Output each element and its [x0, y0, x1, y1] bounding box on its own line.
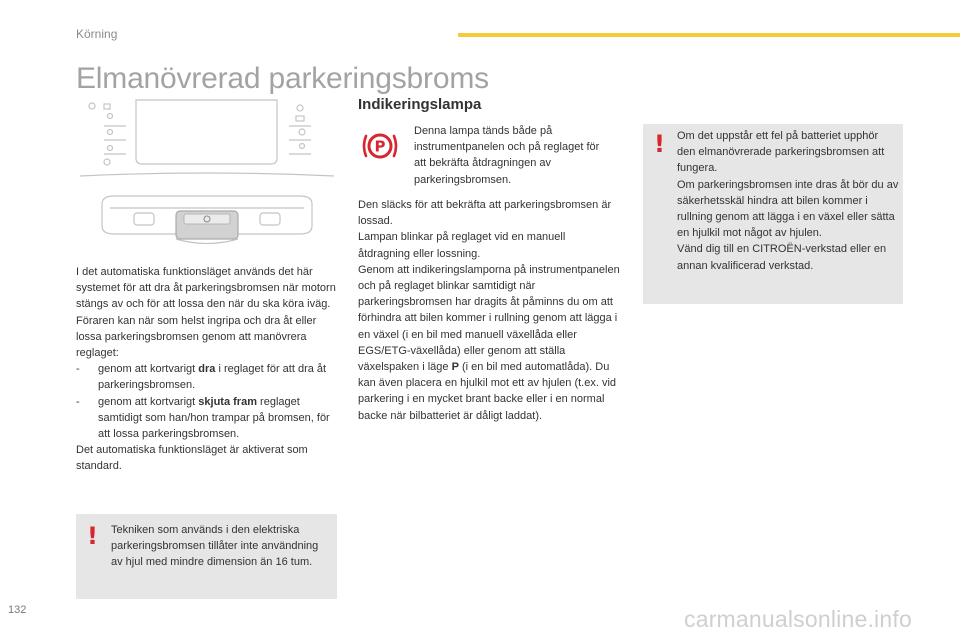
exclamation-icon: !	[654, 130, 665, 158]
page-title: Elmanövrerad parkeringsbroms	[76, 62, 489, 95]
list-item	[76, 361, 338, 393]
list-dash: -	[76, 363, 80, 376]
wheel-size-warning-box	[76, 514, 337, 599]
accent-bar	[458, 33, 960, 37]
exclamation-icon: !	[87, 522, 98, 550]
indicator-heading: Indikeringslampa	[358, 96, 482, 113]
list-dash: -	[76, 395, 80, 408]
driver-paragraph: Föraren kan när som helst ingripa och dra åt eller lossa parkeringsbromsen genom att manövrera reglaget:	[76, 314, 317, 360]
lamp-description: Denna lampa tänds både på instrumentpanelen och på reglaget för att bekräfta åtdragningen av parkeringsbromsen.	[414, 125, 600, 186]
intro-paragraph: I det automatiska funktionsläget används det här systemet för att dra åt parkeringsbromsen när motorn stängs av och för att lossa den när du ska köra iväg.	[76, 266, 336, 311]
warning-text: Tekniken som används i den elektriska parkeringsbromsen tillåter inte användning av hjul med mindre dimension än 16 tum.	[111, 524, 319, 569]
center-console-illustration	[74, 96, 340, 256]
parking-brake-letter: P	[374, 137, 386, 156]
default-mode-paragraph: Det automatiska funktionsläget är aktiverat som standard.	[76, 444, 308, 473]
parking-brake-warning-icon	[360, 126, 400, 166]
blink-paragraph: Lampan blinkar på reglaget vid en manuell åtdragning eller lossning.	[358, 231, 566, 260]
page-number: 132	[8, 604, 27, 616]
reminder-paragraph: Genom att indikeringslamporna på instrumentpanelen och på reglaget blinkar samtidigt när parkeringsbromsen har dragits åt påminns du om att förhindra att bilen kommer i rullning genom att lägga i en växel (i en bil med manuell växellåda eller EGS/ETG-växellåda) eller genom att ställa växelspaken i läge P (i en bil med automatlåda). Du kan även placera en hjulkil mot ett av hjulen (t.ex. vid parkering i en mycket brant backe eller i en normal backe när bilbatteriet är dåligt laddat).	[358, 263, 620, 422]
section-label: Körning	[76, 27, 118, 41]
list-text: genom att kortvarigt skjuta fram reglaget samtidigt som han/hon trampar på bromsen, för att lossa parkeringsbromsen.	[98, 395, 330, 441]
battery-warning-box	[643, 124, 903, 304]
middle-column	[358, 197, 620, 424]
list-text: genom att kortvarigt dra i reglaget för att dra åt parkeringsbromsen.	[98, 363, 327, 392]
left-column	[76, 264, 338, 475]
list-item	[76, 394, 338, 443]
warning-text: Om det uppstår ett fel på batteriet upphör den elmanövrerade parkeringsbromsen att fungera. Om parkeringsbromsen inte dras åt bör du av säkerhetsskäl hindra att bilen kommer i rullning genom att lägga i en växel eller sätta en hjulkil mot något av hjulen. Vänd dig till en CITROËN-verkstad eller en annan kvalificerad verkstad.	[677, 130, 899, 272]
watermark: carmanualsonline.info	[684, 606, 912, 632]
off-paragraph: Den släcks för att bekräfta att parkeringsbromsen är lossad.	[358, 199, 612, 228]
